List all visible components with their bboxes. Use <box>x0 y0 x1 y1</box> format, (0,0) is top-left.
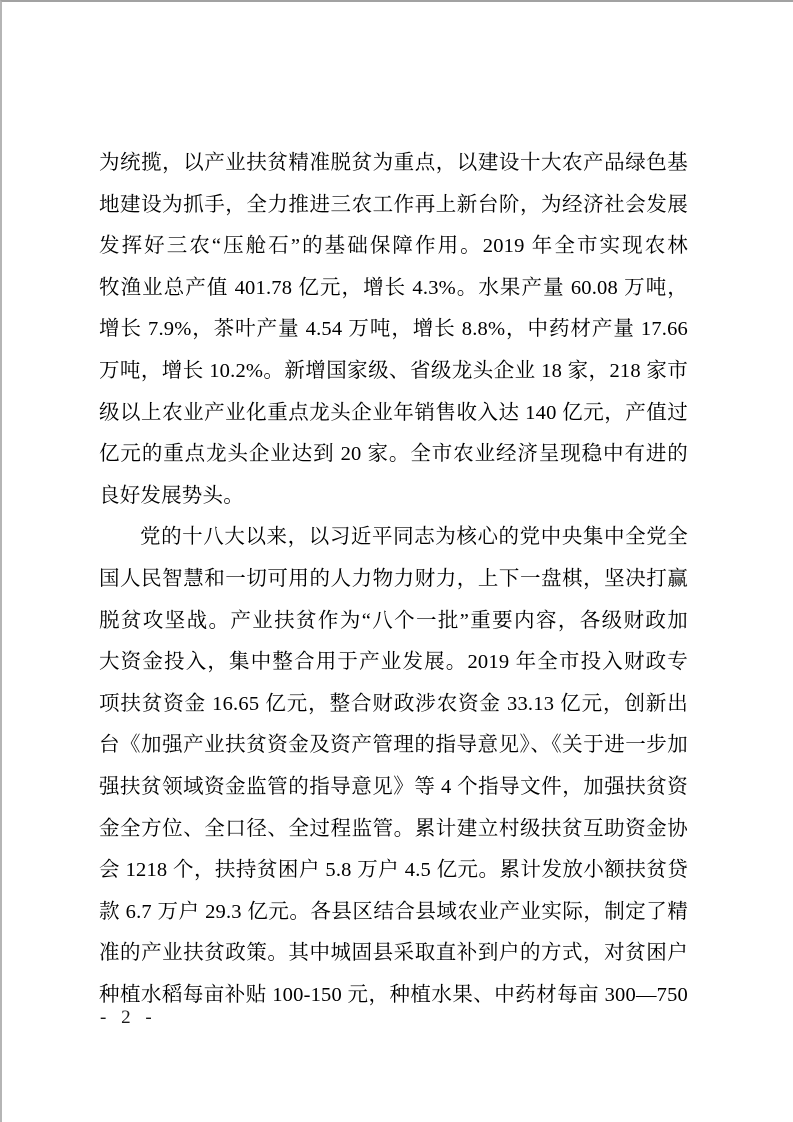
page-number: - 2 - <box>100 1007 157 1028</box>
text-line: 种植水稻每亩补贴 100-150 元，种植水果、中药材每亩 300—750 <box>99 983 688 1006</box>
text-line: 强扶贫领域资金监管的指导意见》等 4 个指导文件，加强扶贫资 <box>99 775 688 798</box>
text-line: 级以上农业产业化重点龙头企业年销售收入达 140 亿元，产值过 <box>99 401 688 424</box>
text-line: 良好发展势头。 <box>99 484 244 507</box>
text-line: 准的产业扶贫政策。其中城固县采取直补到户的方式，对贫困户 <box>99 942 688 965</box>
text-line: 款 6.7 万户 29.3 亿元。各县区结合县域农业产业实际，制定了精 <box>99 900 688 923</box>
text-line: 脱贫攻坚战。产业扶贫作为“八个一批”重要内容，各级财政加 <box>99 609 688 632</box>
text-line: 项扶贫资金 16.65 亿元，整合财政涉农资金 33.13 亿元，创新出 <box>99 692 688 715</box>
text-line: 为统揽，以产业扶贫精准脱贫为重点，以建设十大农产品绿色基 <box>99 152 688 174</box>
paragraph <box>99 517 688 1016</box>
text-line: 牧渔业总产值 401.78 亿元，增长 4.3%。水果产量 60.08 万吨， <box>99 276 688 299</box>
text-line: 党的十八大以来，以习近平同志为核心的党中央集中全党全 <box>140 526 688 549</box>
text-line: 亿元的重点龙头企业达到 20 家。全市农业经济呈现稳中有进的 <box>99 443 688 466</box>
text-line: 国人民智慧和一切可用的人力物力财力，上下一盘棋，坚决打赢 <box>99 567 688 590</box>
text-line: 金全方位、全口径、全过程监管。累计建立村级扶贫互助资金协 <box>99 817 688 840</box>
text-line: 发挥好三农“压舱石”的基础保障作用。2019 年全市实现农林 <box>99 235 688 258</box>
text-line: 会 1218 个，扶持贫困户 5.8 万户 4.5 亿元。累计发放小额扶贫贷 <box>99 859 688 882</box>
paragraph <box>99 143 688 517</box>
text-line: 万吨，增长 10.2%。新增国家级、省级龙头企业 18 家，218 家市 <box>99 359 688 382</box>
text-line: 地建设为抓手，全力推进三农工作再上新台阶，为经济社会发展 <box>99 193 688 216</box>
text-block <box>99 143 688 1016</box>
text-line: 台《加强产业扶贫资金及资产管理的指导意见》、《关于进一步加 <box>99 734 688 757</box>
text-line: 大资金投入，集中整合用于产业发展。2019 年全市投入财政专 <box>99 651 688 674</box>
text-line: 增长 7.9%，茶叶产量 4.54 万吨，增长 8.8%，中药材产量 17.66 <box>99 318 688 341</box>
